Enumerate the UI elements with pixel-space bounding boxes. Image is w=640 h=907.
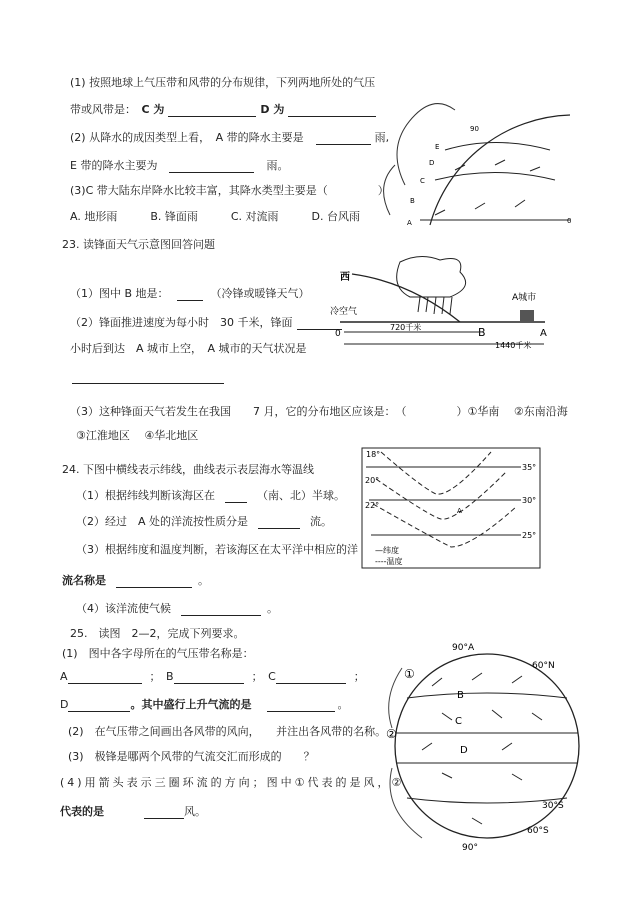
q25-part1: (1) 图中各字母所在的气压带名称是： (62, 647, 254, 660)
option-b[interactable]: B. 锋面雨 (150, 210, 198, 223)
answer-blank-a[interactable] (68, 672, 142, 684)
answer-blank[interactable] (181, 604, 261, 616)
temp-22: 22° (365, 501, 380, 510)
q25-part2: (2) 在气压带之间画出各风带的风向， 并注出各风带的名称。 (68, 725, 387, 738)
q23-part2 (70, 314, 346, 330)
q23-part1 (70, 285, 310, 301)
city-label: A城市 (512, 293, 537, 303)
text: （2）锋面推进速度为每小时 30 千米，锋面 (70, 316, 293, 329)
answer-blank[interactable] (116, 576, 192, 588)
answer-blank[interactable] (316, 133, 371, 145)
q25-part4b (60, 803, 206, 819)
q22-part1: (1) 按照地球上气压带和风带的分布规律，下列两地所处的气压 (70, 76, 376, 89)
label-0: 0 (567, 217, 572, 225)
label-e: E (435, 143, 440, 151)
text: A 带的降水主要是 (215, 131, 304, 144)
legend-temperature: ----温度 (375, 557, 403, 566)
text: 。其中盛行上升气流的是 (130, 698, 252, 711)
label-d: D (460, 745, 468, 756)
label-30s: 30°S (542, 801, 564, 811)
label-d: D (429, 159, 435, 167)
text: （1）根据纬线判断该海区在 (76, 489, 215, 502)
q25-blank-d (60, 696, 348, 712)
q22-part2 (70, 129, 389, 145)
text: 流名称是 (62, 574, 106, 587)
q22-part1b (70, 101, 380, 117)
front-diagram (330, 252, 560, 352)
text: 雨, (374, 131, 390, 144)
d-label: D (60, 698, 69, 711)
c-label: C 为 (141, 103, 165, 116)
label-90s: 90° (462, 843, 478, 853)
label-b: B (457, 690, 464, 701)
text: 。 (337, 698, 349, 711)
q24-title: 24. 下图中横线表示纬线，曲线表示表层海水等温线 (62, 463, 314, 476)
label-c: C (420, 177, 425, 185)
d-label: D 为 (260, 103, 285, 116)
q25-blanks-abc (60, 668, 365, 684)
c-label: C (268, 670, 276, 683)
text: 风。 (184, 805, 206, 818)
option-c[interactable]: C. 对流雨 (230, 210, 279, 223)
q25-title: 25. 读图 2—2，完成下列要求。 (70, 627, 245, 640)
q23-part3 (70, 403, 568, 419)
sep: ； (251, 670, 258, 683)
q23-title: 23. 读锋面天气示意图回答问题 (62, 238, 215, 251)
legend-latitude: —纬度 (375, 546, 399, 555)
option-a[interactable]: A. 地形雨 (70, 210, 118, 223)
text: （南、北）半球。 (257, 489, 345, 502)
q22-part3 (70, 182, 389, 198)
label-60s: 60°S (527, 826, 549, 836)
a-label: A (60, 670, 68, 683)
text: ）①华南 ②东南沿海 (456, 405, 568, 418)
distance-720: 720千米 (390, 323, 422, 332)
text: 流。 (310, 515, 333, 528)
label-90: 90 (470, 125, 479, 133)
q25-part4: (4)用箭头表示三圈环流的方向；图中①代表的是风，② (60, 776, 405, 789)
sep: ； (353, 670, 365, 683)
isotherm-diagram (361, 447, 543, 571)
q24-part2 (76, 513, 332, 529)
answer-blank-b[interactable] (174, 672, 244, 684)
text: （3）这种锋面天气若发生在我国 7 月，它的分布地区应该是： （ (70, 405, 407, 418)
answer-blank[interactable] (144, 807, 184, 819)
text: 带或风带是： (70, 103, 131, 116)
label-c: C (455, 716, 462, 727)
q23-part2b: 小时后到达 A 城市上空， A 城市的天气状况是 (70, 342, 307, 355)
answer-blank-c[interactable] (276, 672, 346, 684)
lat-25: 25° (522, 531, 537, 540)
answer-blank[interactable] (169, 161, 254, 173)
three-cell-circulation-diagram (372, 628, 582, 863)
point-a: A (457, 507, 462, 515)
label-90n-a: 90°A (452, 643, 475, 653)
answer-blank[interactable] (258, 517, 300, 529)
text: ） (377, 184, 389, 197)
globe-wind-diagram (375, 85, 585, 235)
west-label: 西 (340, 272, 350, 283)
text: E 带的降水主要为 (70, 159, 158, 172)
q22-options (70, 208, 360, 224)
answer-blank[interactable] (168, 105, 256, 117)
q24-part1 (76, 487, 345, 503)
text: 。 (198, 574, 209, 587)
text: 雨。 (266, 159, 289, 172)
zero-label: 0 (335, 329, 341, 339)
q23-part3b: ③江淮地区 ④华北地区 (76, 429, 199, 442)
answer-blank-d[interactable] (68, 700, 130, 712)
circle-1: ① (404, 667, 415, 681)
answer-blank[interactable] (177, 289, 203, 301)
answer-line[interactable] (72, 383, 224, 384)
label-a: A (407, 219, 412, 227)
text: （冷锋或暖锋天气） (210, 287, 310, 300)
q22-part2b (70, 157, 288, 173)
text: (3)C 带大陆东岸降水比较丰富，其降水类型主要是（ (70, 184, 328, 197)
answer-blank[interactable] (288, 105, 376, 117)
label-60n: 60°N (532, 661, 555, 671)
temp-20: 20° (365, 476, 380, 485)
cold-air-label: 冷空气 (330, 307, 358, 317)
label-b: B (410, 197, 415, 205)
text: （1）图中 B 地是： (70, 287, 169, 300)
a-label: A (540, 328, 547, 339)
answer-blank[interactable] (267, 700, 335, 712)
circle-2: ② (386, 727, 397, 741)
text: （2）经过 A 处的洋流按性质分是 (76, 515, 249, 528)
answer-blank[interactable] (225, 491, 247, 503)
option-d[interactable]: D. 台风雨 (311, 210, 360, 223)
text: 。 (267, 602, 278, 615)
lat-35: 35° (522, 463, 537, 472)
text: （4）该洋流使气候 (76, 602, 171, 615)
temp-18: 18° (366, 450, 381, 459)
q25-part3: (3) 极锋是哪两个风带的气流交汇而形成的 ？ (68, 750, 315, 763)
text: (2) 从降水的成因类型上看， (70, 131, 205, 144)
sep: ； (149, 670, 156, 683)
q24-part3b (62, 572, 209, 588)
q24-part3: （3）根据纬度和温度判断，若该海区在太平洋中相应的洋 (76, 543, 358, 556)
distance-1440: 1440千米 (495, 341, 532, 350)
text: 代表的是 (60, 805, 104, 818)
q24-part4 (76, 600, 278, 616)
b-label: B (478, 326, 486, 339)
lat-30: 30° (522, 496, 537, 505)
b-label: B (166, 670, 174, 683)
